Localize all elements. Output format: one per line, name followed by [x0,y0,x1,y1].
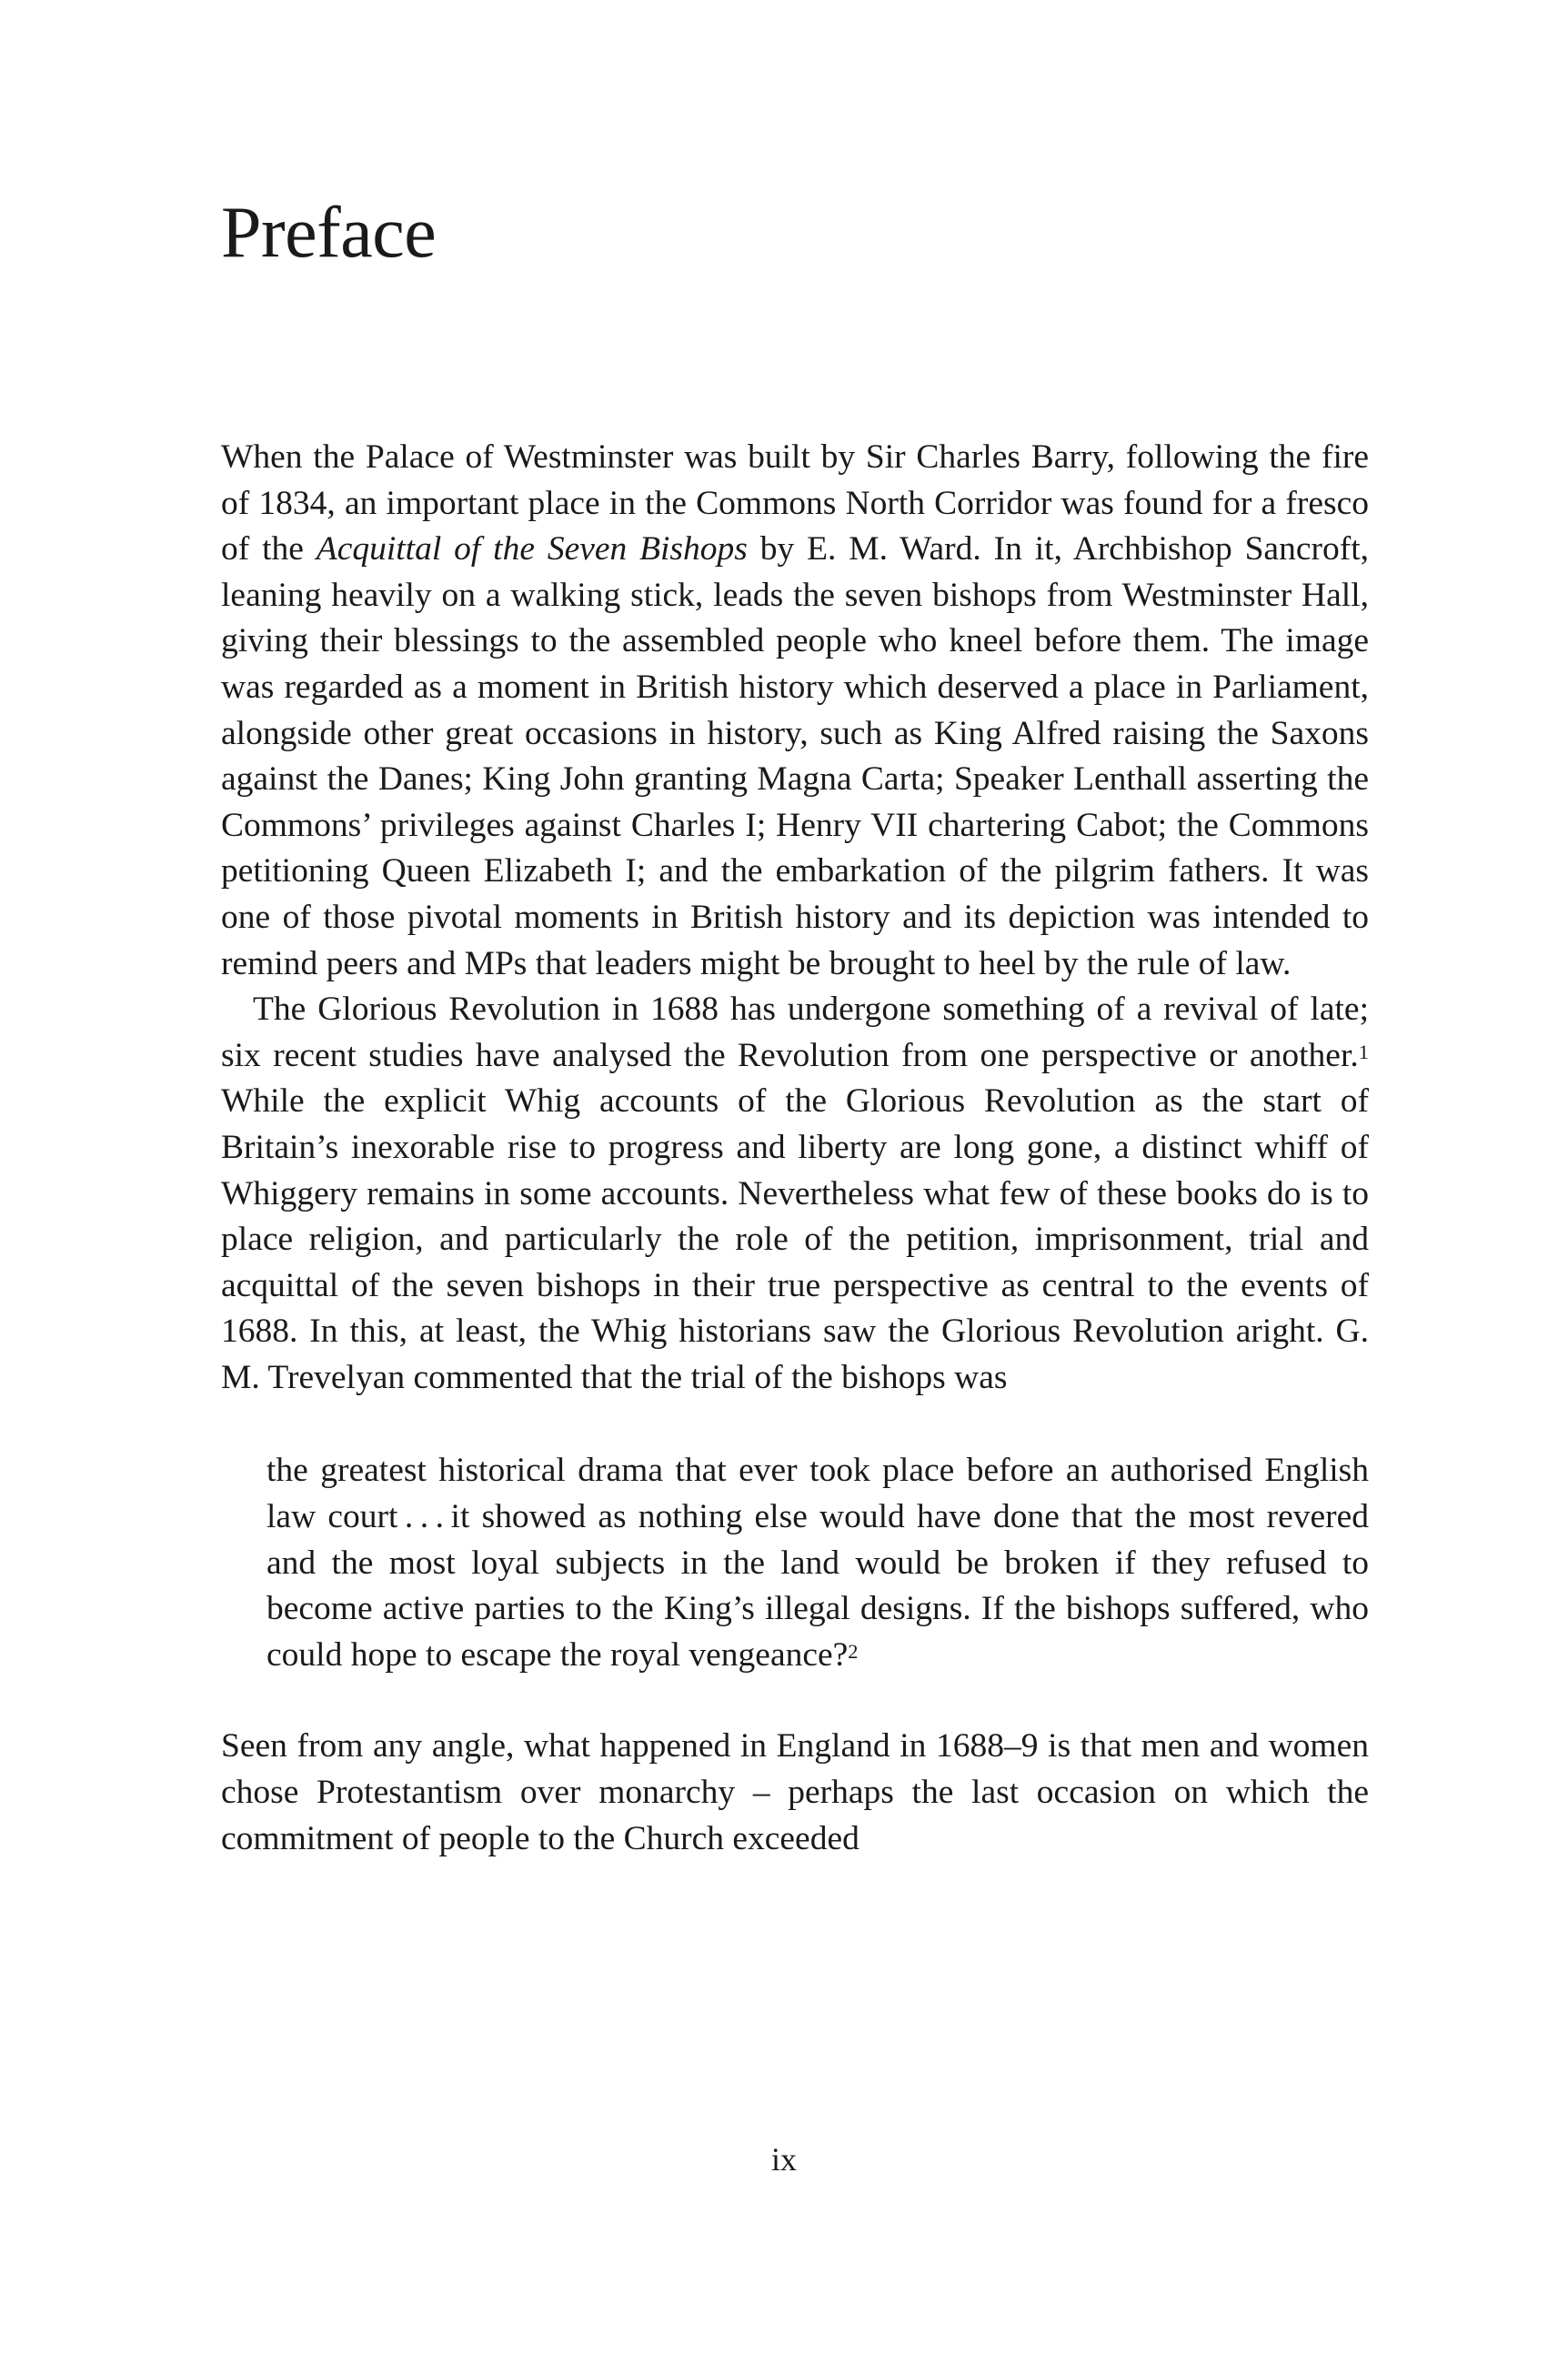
body-text [221,435,1369,1862]
paragraph-2-text-cont: While the explicit Whig accounts of the Glorious Revolution as the start of Britain’s inexorable rise to progress and liberty are long gone, a distinct whiff of Whiggery remains in some accounts. Nevertheless what few of these books do is to place religion, and particularly the role of the petition, imprisonment, trial and acquittal of the seven bishops in their true perspective as central to the events of 1688. In this, at least, the Whig historians saw the Glorious Revolution aright. G. M. Trevelyan commented that the trial of the bishops was [221,1082,1369,1396]
paragraph-1-text-cont: by E. M. Ward. In it, Archbishop Sancroft, leaning heavily on a walking stick, leads the seven bishops from Westminster Hall, giving their blessings to the assembled people who kneel before them. The image was regarded as a moment in British history which deserved a place in Parliament, alongside other great occasions in history, such as King Alfred raising the Saxons against the Danes; King John granting Magna Carta; Speaker Lenthall asserting the Commons’ privileges against Charles I; Henry VII chartering Cabot; the Commons petitioning Queen Elizabeth I; and the embarkation of the pilgrim fathers. It was one of those pivotal moments in British history and its depiction was intended to remind peers and MPs that leaders might be brought to heel by the rule of law. [221,530,1369,982]
page-title: Preface [221,193,437,273]
paragraph-1-text: When the Palace of Westminster was built by Sir Charles Barry, following the fire of 1834, an important place in the Commons North Corridor was found for a fresco of the [221,438,1369,568]
paragraph-2-text: The Glorious Revolution in 1688 has undergone something of a revival of late; six recent studies have analysed the Revolution from one perspective or another. [221,991,1369,1074]
artwork-title: Acquittal of the Seven Bishops [316,530,748,568]
quote-text: the greatest historical drama that ever took place before an authorised English law court . . . it showed as nothing else would have done that the most revered and the most loyal subjects in the land would be broken if they refused to become active parties to the King’s illegal designs. If the bishops suffered, who could hope to escape the royal vengeance? [266,1452,1369,1674]
paragraph-2 [221,987,1369,1401]
block-quote [266,1448,1369,1678]
footnote-ref-2[interactable]: 2 [848,1639,859,1663]
paragraph-3: Seen from any angle, what happened in England in 1688–9 is that men and women chose Protestantism over monarchy – perhaps the last occasion on which the commitment of people to the Church exceeded [221,1727,1369,1857]
page-number: ix [770,2141,797,2178]
paragraph-1 [221,435,1369,987]
footnote-ref-1[interactable]: 1 [1358,1040,1369,1063]
